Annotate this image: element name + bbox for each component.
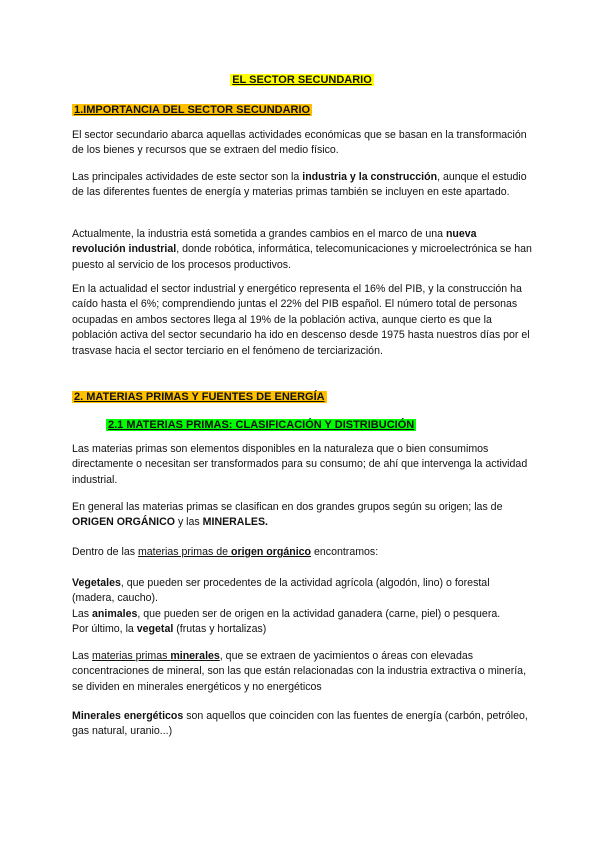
section2-heading-container: [72, 387, 327, 405]
list-item-animales: Las animales, que pueden ser de origen en la actividad ganadera (carne, piel) o pesquera.: [72, 607, 501, 620]
section2-subheading-container: [106, 415, 416, 433]
section2-paragraph-1: Las materias primas son elementos disponibles en la naturaleza que o bien consumimos directamente o necesitan ser transformados para su consumo; de ahí que intervenga la actividad industrial.: [72, 443, 528, 486]
list-item-vegetales: Vegetales, que pueden ser procedentes de la actividad agrícola (algodón, lino) o forestal (madera, caucho).: [72, 577, 490, 605]
section1-paragraph-1: El sector secundario abarca aquellas actividades económicas que se basan en la transformación de los bienes y recursos que se extraen del medio físico.: [72, 129, 527, 157]
document-title: EL SECTOR SECUNDARIO: [232, 74, 372, 86]
list-item-vegetal: Por último, la vegetal (frutas y hortalizas): [72, 623, 267, 636]
section2-paragraph-2: En general las materias primas se clasifican en dos grandes grupos según su origen; las de ORIGEN ORGÁNICO y las MINERALES.: [72, 501, 503, 529]
section2-paragraph-minerales: Las materias primas minerales, que se extraen de yacimientos o áreas con elevadas concentraciones de mineral, son las que están relacionadas con la industria extractiva o minería, se dividen en minerales energéticos y no energéticos: [72, 650, 527, 693]
section1-paragraph-3: Actualmente, la industria está sometida a grandes cambios en el marco de una nueva revolución industrial, donde robótica, informática, telecomunicaciones y microelectrónica se han puesto al servicio de los procesos productivos.: [72, 228, 532, 271]
section1-paragraph-4: En la actualidad el sector industrial y energético representa el 16% del PIB, y la construcción ha caído hasta el 6%; comprendiendo juntas el 22% del PIB español. El número total de personas ocupadas en ambos sectores llega al 19% de la población activa, aunque cierto es que la población activa del sector secundario ha ido en descenso desde 1975 hasta nuestros días por el trasvase hacia el sector terciario en el fenómeno de terciarización.: [72, 283, 530, 357]
materias-organicas-list: [72, 576, 532, 638]
section1-paragraph-2: Las principales actividades de este sector son la industria y la construcción, aunque el estudio de las diferentes fuentes de energía y materias primas también se incluyen en este apartado.: [72, 171, 527, 199]
section1-heading-container: [72, 100, 312, 118]
section2-paragraph-3: Dentro de las materias primas de origen orgánico encontramos:: [72, 546, 379, 558]
title-container: [72, 70, 532, 88]
section2-paragraph-energeticos: Minerales energéticos son aquellos que coinciden con las fuentes de energía (carbón, petróleo, gas natural, uranio...): [72, 710, 528, 738]
section2-subheading: 2.1 MATERIAS PRIMAS: CLASIFICACIÓN Y DISTRIBUCIÓN: [108, 419, 415, 431]
section1-heading: 1.IMPORTANCIA DEL SECTOR SECUNDARIO: [74, 104, 311, 116]
section2-heading: 2. MATERIAS PRIMAS Y FUENTES DE ENERGÍA: [74, 391, 325, 403]
